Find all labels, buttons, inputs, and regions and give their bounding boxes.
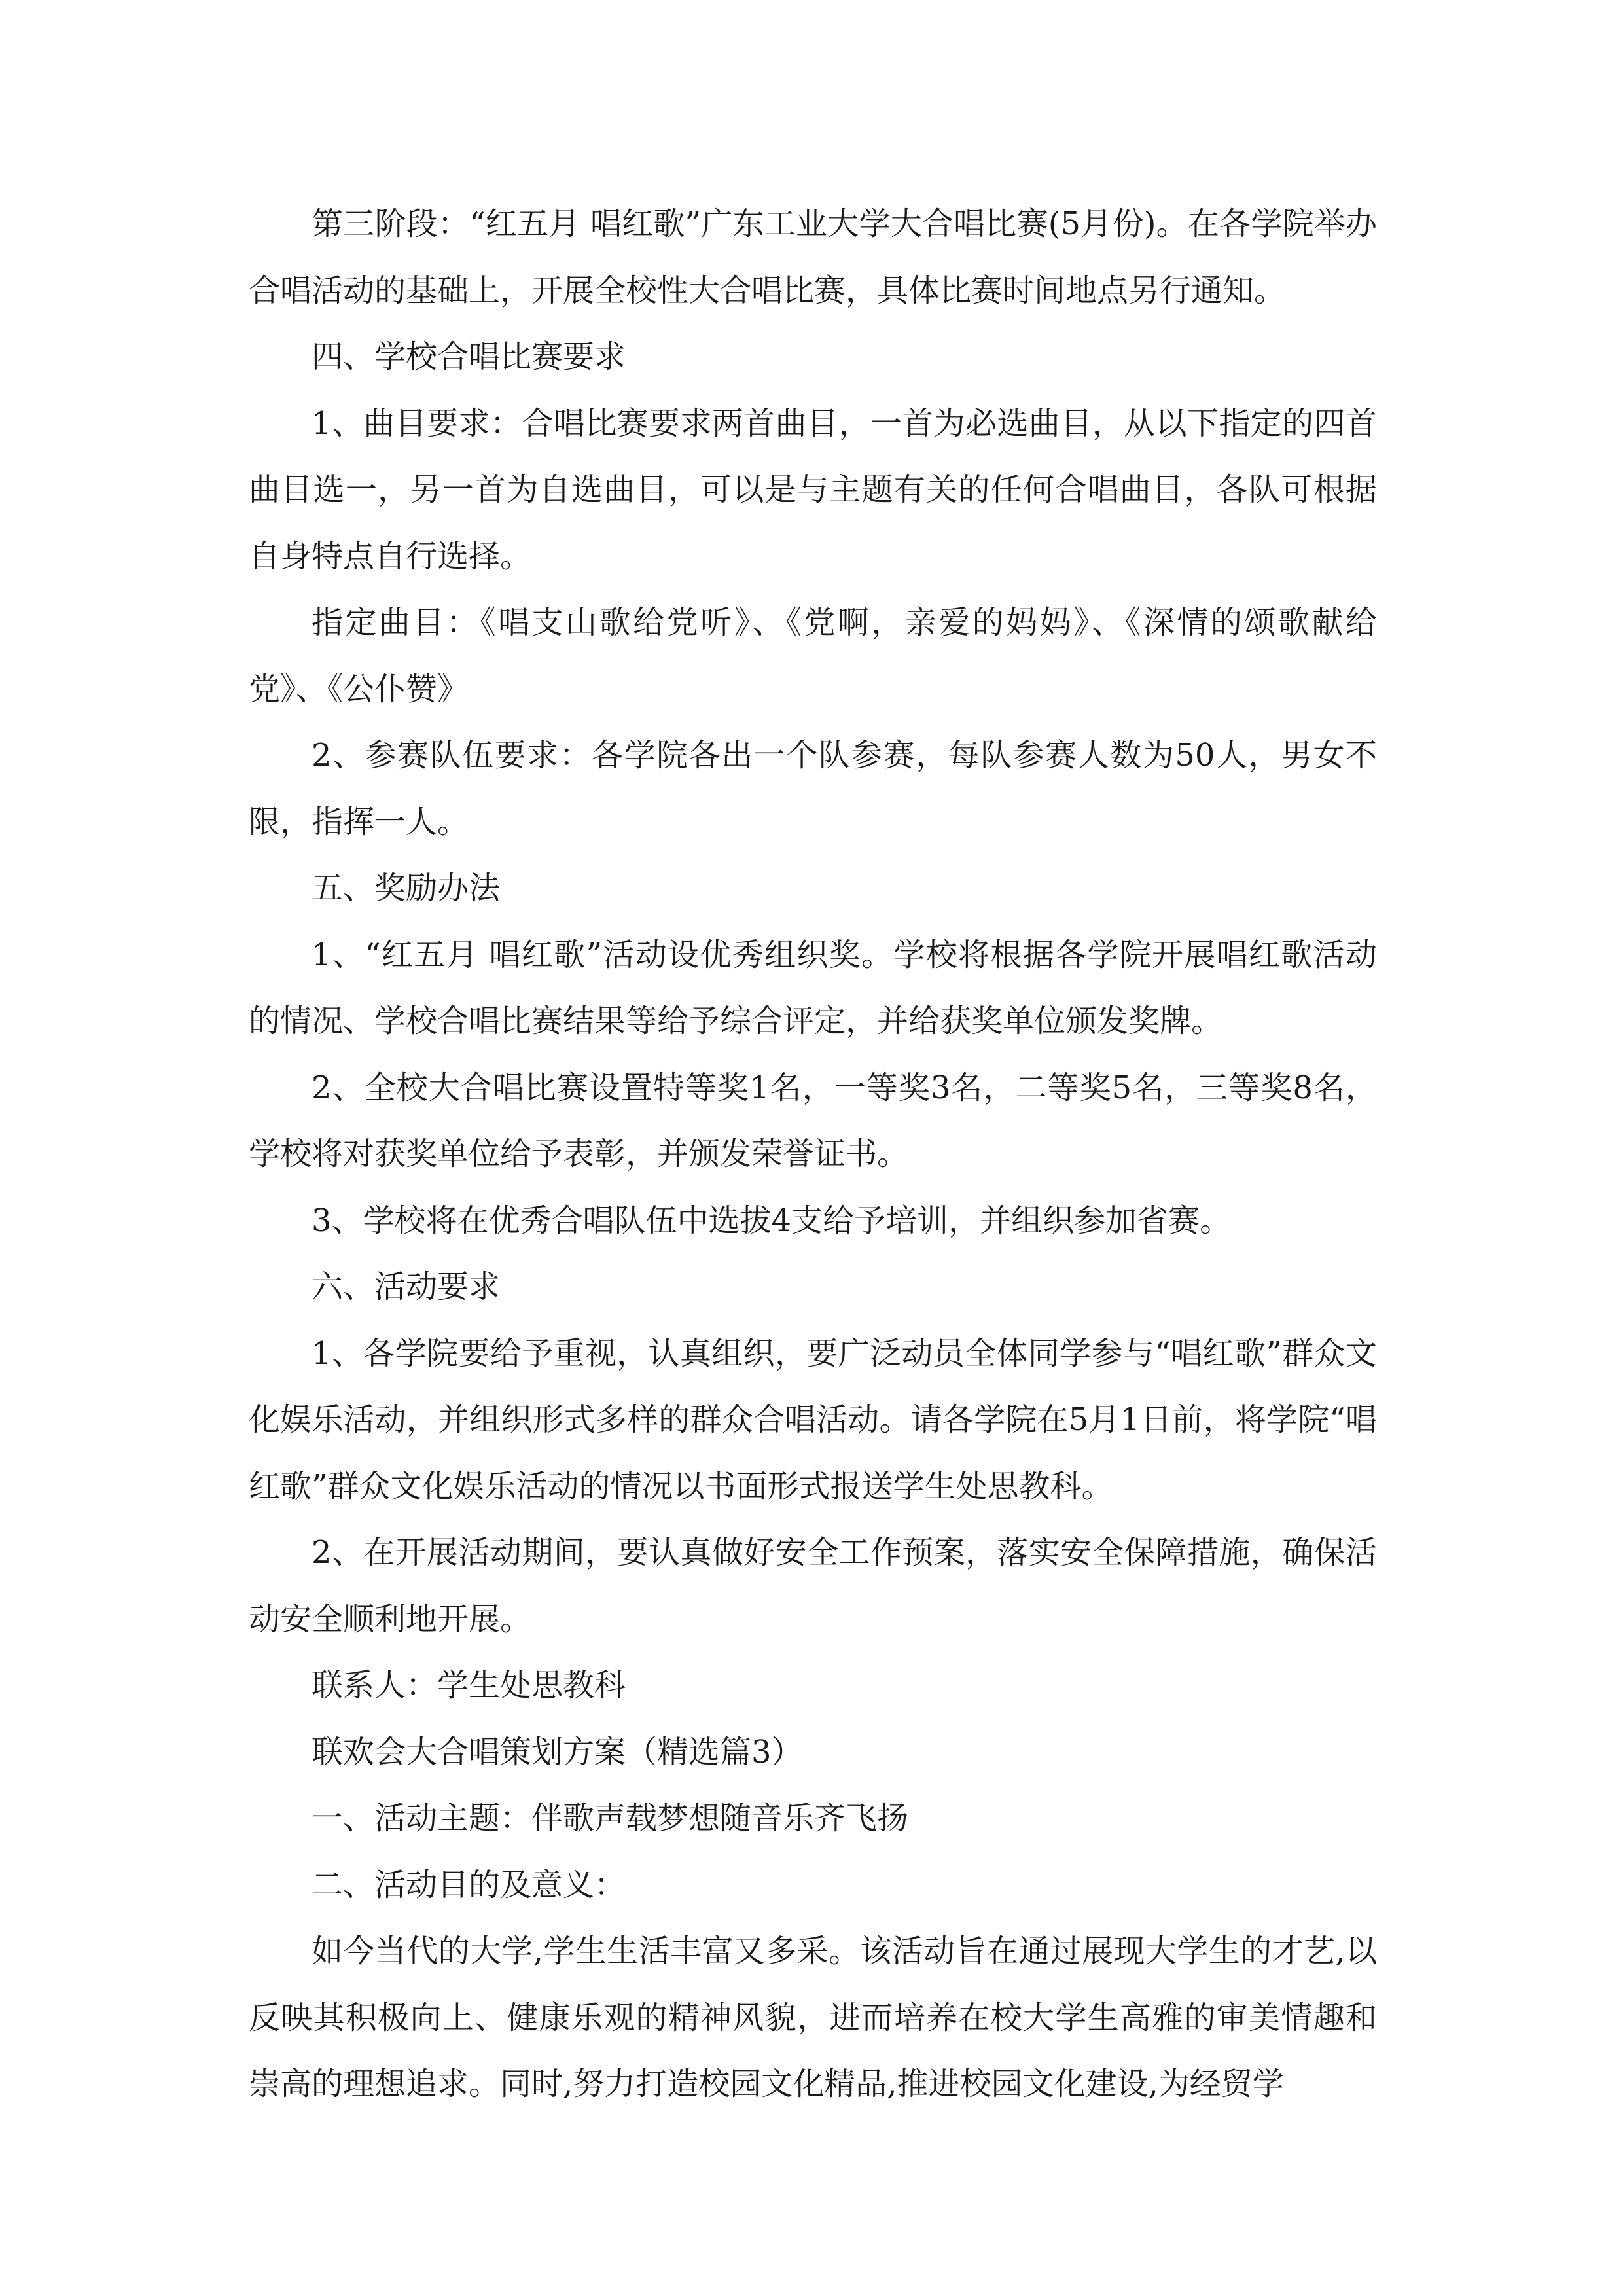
paragraph-team-requirements: 2、参赛队伍要求：各学院各出一个队参赛，每队参赛人数为50人，男女不限，指挥一人。 (249, 737, 1377, 840)
heading-purpose: 二、活动目的及意义： (312, 1866, 626, 1903)
heading-awards: 五、奖励办法 (312, 870, 501, 906)
paragraph-purpose-text: 如今当代的大学,学生生活丰富又多采。该活动旨在通过展现大学生的才艺,以反映其积极向上、健康乐观的精神风貌，进而培养在校大学生高雅的审美情趣和崇高的理想追求。同时,努力打造校园文化精品,推进校园文化建设,为经贸学 (249, 1933, 1377, 2102)
paragraph-award-training: 3、学校将在优秀合唱队伍中选拔4支给予培训，并组织参加省赛。 (312, 1202, 1232, 1239)
paragraph-song-requirements: 1、曲目要求：合唱比赛要求两首曲目，一首为必选曲目，从以下指定的四首曲目选一，另一首为自选曲目，可以是与主题有关的任何合唱曲目，各队可根据自身特点自行选择。 (249, 404, 1377, 575)
document-body (249, 191, 1377, 2118)
paragraph-award-organization: 1、“红五月 唱红歌”活动设优秀组织奖。学校将根据各学院开展唱红歌活动的情况、学校合唱比赛结果等给予综合评定，并给获奖单位颁发奖牌。 (249, 936, 1377, 1039)
paragraph-stage-three: 第三阶段：“红五月 唱红歌”广东工业大学大合唱比赛(5月份)。在各学院举办合唱活动的基础上，开展全校性大合唱比赛，具体比赛时间地点另行通知。 (249, 206, 1377, 309)
heading-plan-three: 联欢会大合唱策划方案（精选篇3） (312, 1733, 803, 1770)
paragraph-contact: 联系人：学生处思教科 (312, 1667, 626, 1704)
paragraph-theme: 一、活动主题：伴歌声载梦想随音乐齐飞扬 (312, 1800, 909, 1837)
paragraph-activity-requirement-one: 1、各学院要给予重视，认真组织，要广泛动员全体同学参与“唱红歌”群众文化娱乐活动，并组织形式多样的群众合唱活动。请各学院在5月1日前，将学院“唱红歌”群众文化娱乐活动的情况以书面形式报送学生处思教科。 (249, 1335, 1377, 1505)
heading-activity-requirements: 六、活动要求 (312, 1268, 501, 1305)
heading-contest-requirements: 四、学校合唱比赛要求 (312, 338, 626, 375)
paragraph-designated-songs: 指定曲目：《唱支山歌给党听》、《党啊，亲爱的妈妈》、《深情的颂歌献给党》、《公仆赞》 (249, 604, 1377, 708)
paragraph-activity-requirement-two: 2、在开展活动期间，要认真做好安全工作预案，落实安全保障措施，确保活动安全顺利地开展。 (249, 1534, 1377, 1638)
paragraph-award-prizes: 2、全校大合唱比赛设置特等奖1名，一等奖3名，二等奖5名，三等奖8名，学校将对获奖单位给予表彰，并颁发荣誉证书。 (249, 1069, 1377, 1172)
